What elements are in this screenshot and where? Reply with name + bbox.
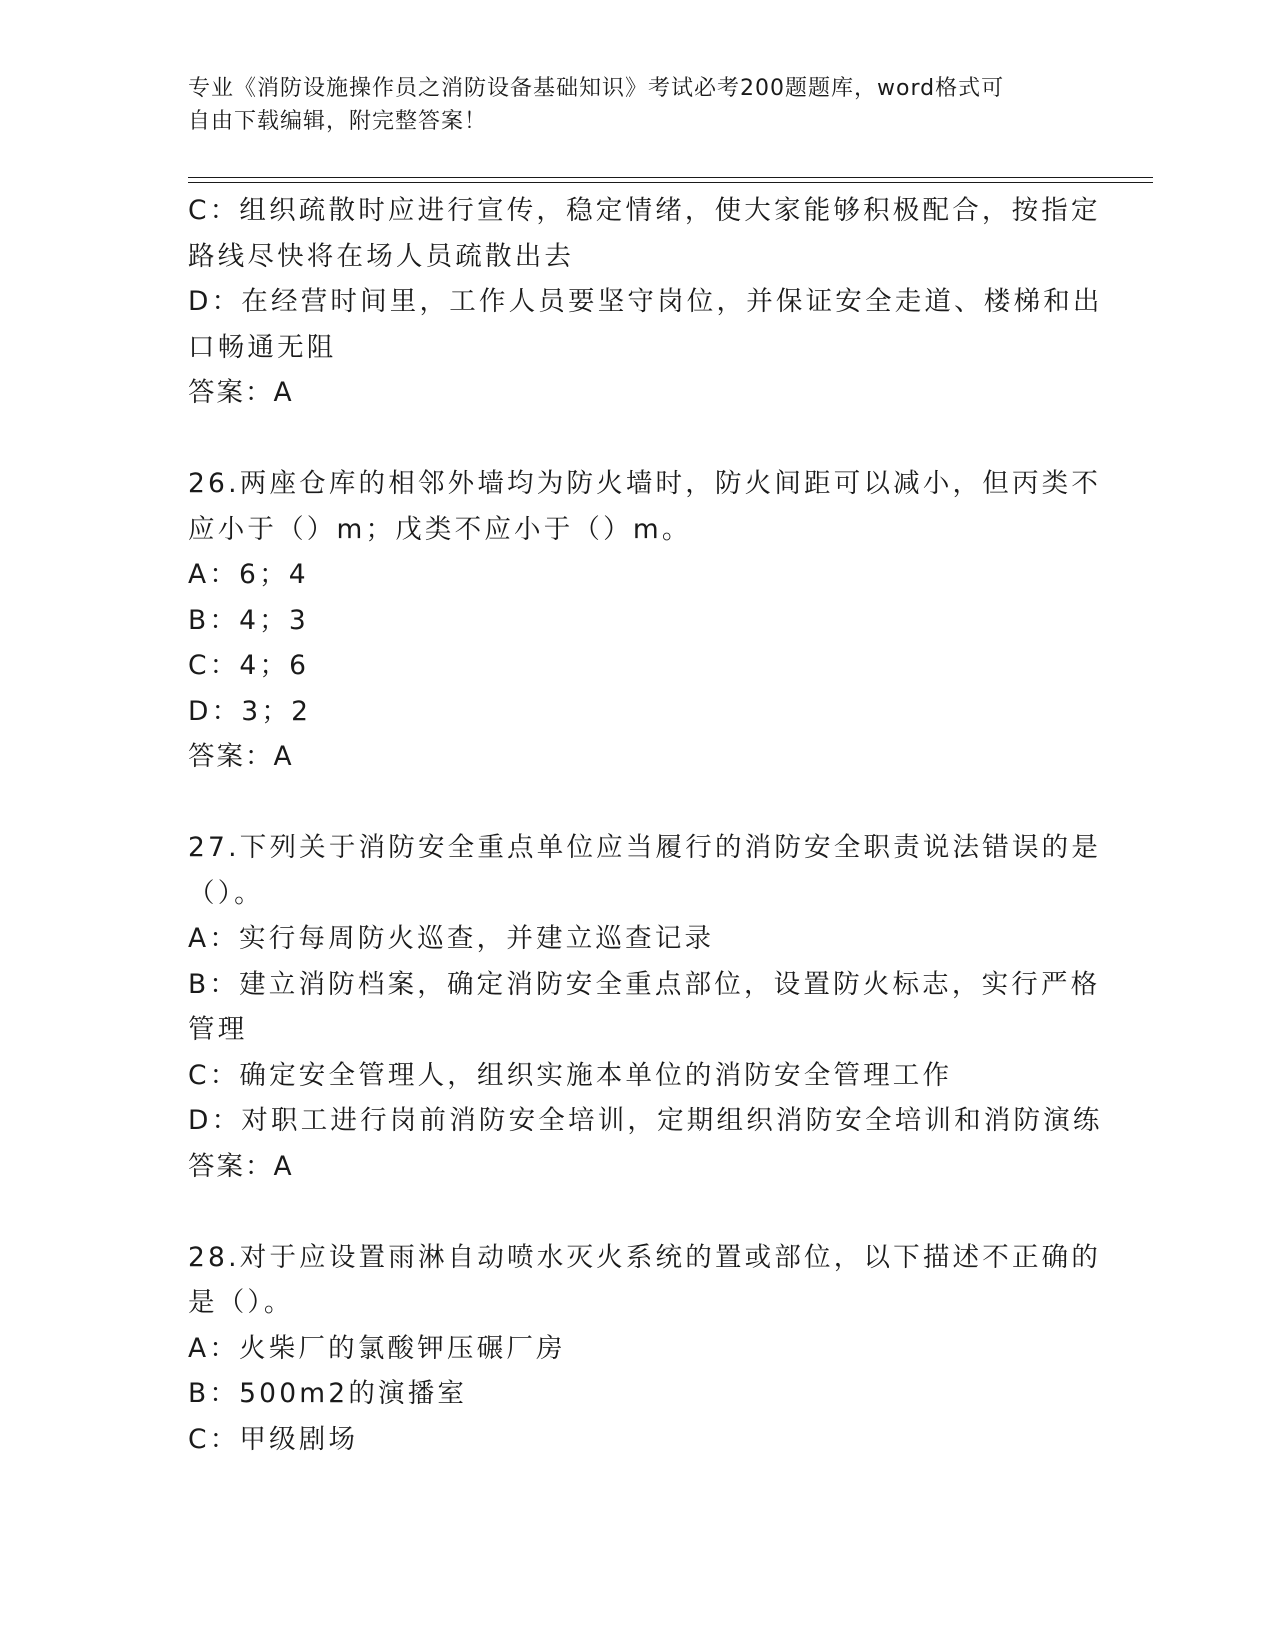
option-c: C：4；6 — [188, 650, 310, 681]
option-d: D：3；2 — [188, 695, 312, 727]
spacer — [188, 780, 1078, 826]
answer: 答案：A — [188, 741, 294, 772]
option-b-line-2: 管理 — [188, 1014, 248, 1045]
header-line-2: 自由下载编辑，附完整答案！ — [188, 109, 488, 134]
spacer — [188, 1189, 1078, 1235]
option-c-line-1: C：组织疏散时应进行宣传，稳定情绪，使大家能够积极配合，按指定 — [188, 195, 1101, 226]
document-header — [188, 72, 1088, 138]
option-c-line-2: 路线尽快将在场人员疏散出去 — [188, 240, 575, 272]
option-a: A：实行每周防火巡查，并建立巡查记录 — [188, 923, 715, 954]
question-26 — [188, 461, 1102, 780]
question-stem-line-1: 26.两座仓库的相邻外墙均为防火墙时，防火间距可以减小，但丙类不 — [188, 468, 1102, 499]
option-d: D：对职工进行岗前消防安全培训，定期组织消防安全培训和消防演练 — [188, 1105, 1103, 1136]
question-stem-line-2: 是（）。 — [188, 1287, 294, 1318]
option-a: A：火柴厂的氯酸钾压碾厂房 — [188, 1332, 566, 1364]
answer: 答案：A — [188, 1150, 294, 1182]
question-stem-line-2: （）。 — [188, 877, 264, 909]
question-27 — [188, 825, 1103, 1189]
question-stem-line-2: 应小于（）m；戊类不应小于（）m。 — [188, 513, 692, 545]
option-b: B：4；3 — [188, 604, 309, 636]
option-b-line-1: B：建立消防档案，确定消防安全重点部位，设置防火标志，实行严格 — [188, 968, 1101, 1000]
answer: 答案：A — [188, 377, 294, 408]
header-divider-top — [188, 177, 1153, 178]
option-a: A：6；4 — [188, 559, 309, 590]
spacer — [188, 416, 1078, 462]
option-d-line-2: 口畅通无阻 — [188, 331, 337, 363]
header-line-1: 专业《消防设施操作员之消防设备基础知识》考试必考200题题库，word格式可 — [188, 76, 1005, 101]
question-stem-line-1: 28.对于应设置雨淋自动喷水灭火系统的置或部位，以下描述不正确的 — [188, 1241, 1102, 1273]
question-stem-line-1: 27.下列关于消防安全重点单位应当履行的消防安全职责说法错误的是 — [188, 832, 1102, 863]
option-d-line-1: D：在经营时间里，工作人员要坚守岗位，并保证安全走道、楼梯和出 — [188, 286, 1103, 317]
header-divider-bottom — [188, 182, 1153, 183]
option-c: C：甲级剧场 — [188, 1423, 359, 1455]
option-b: B：500m2的演播室 — [188, 1378, 468, 1409]
option-c: C：确定安全管理人，组织实施本单位的消防安全管理工作 — [188, 1059, 953, 1091]
question-28 — [188, 1235, 1102, 1463]
question-25-continued — [188, 188, 1103, 416]
document-body — [188, 188, 1103, 1462]
